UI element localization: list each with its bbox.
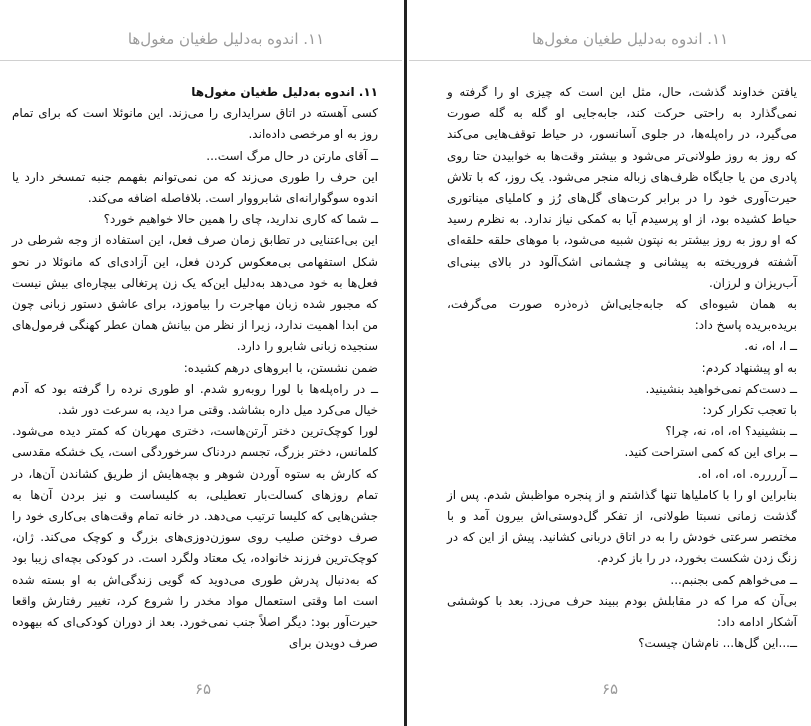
paragraph: ــ برای این که کمی استراحت کنید. bbox=[624, 445, 797, 460]
header-rule bbox=[409, 60, 811, 61]
page-body bbox=[447, 82, 797, 654]
paragraph: ــ دست‌کم نمی‌خواهید بنشینید. bbox=[645, 381, 797, 396]
paragraph: این بی‌اعتنایی در تطابق زمان صرف فعل، این استفاده از وجه شرطی در شکل استفهامی بی‌معکوس کردن فعل، این آزادی‌ای که مانوئلا در نحو فعل‌ها به خود می‌دهد به‌دلیل این‌که یک زن پرتغالی بیچاره‌ای بیش نیست که مجبور شده زبان مهاجرت را بیاموزد، برای عاشق دستور زبانی چون من ابدا اهمیت ندارد، زیرا از نظر من بیانش همان عطر کهنگی فرمول‌های سنجیده زبانی شابرو را دارد. bbox=[12, 233, 378, 354]
paragraph: یافتن خداوند گذشت، حال، مثل این است که چیزی او را گرفته و نمی‌گذارد به راحتی حرکت کند، جابه‌جایی او گله به گله صورت می‌گیرد، در راه‌پله‌ها، در جلوی آسانسور، در حیاط توقف‌هایی می‌کند که روز به روز طولانی‌تر می‌شود و بیشتر وقت‌ها به خوابیدن حتا روی پادری من یا جایگاه ظرف‌های زباله منجر می‌شود. یک روز، که با تلاش حیرت‌آوری خود را در برابر کرت‌های گل‌های رُز و کاملیای میناتوری حیاط کشیده بود، از او پرسیدم آیا به کمکی نیاز ندارد. به نظرم رسید که او روز به روز بیشتر به نپتون شبیه می‌شود، با موهای حلقه حلقه‌ای آشفته فروریخته به پیشانی و چشمانی اشک‌آلود در بالای بینی‌ای آب‌ریزان و لرزان. bbox=[447, 85, 797, 290]
paragraph: کسی آهسته در اتاق سرایداری را می‌زند. این مانوئلا است که برای تمام روز به او مرخصی داده‌اند. bbox=[12, 106, 378, 142]
paragraph: با تعجب تکرار کرد: bbox=[702, 403, 797, 418]
running-head: ۱۱. اندوه به‌دلیل طغیان مغول‌ها bbox=[531, 30, 729, 48]
right-page bbox=[409, 0, 811, 726]
paragraph: ــ شما که کاری ندارید، چای را همین حالا خواهیم خورد؟ bbox=[103, 212, 378, 227]
paragraph: به همان شیوه‌ای که جابه‌جایی‌اش ذره‌ذره صورت می‌گرفت، بریده‌بریده پاسخ داد: bbox=[447, 297, 797, 333]
page-body bbox=[12, 82, 378, 654]
chapter-heading: ۱۱. اندوه به‌دلیل طغیان مغول‌ها bbox=[191, 85, 378, 99]
paragraph: ــ...این گل‌ها... نام‌شان چیست؟ bbox=[638, 636, 797, 651]
paragraph: به او پیشنهاد کردم: bbox=[701, 360, 797, 375]
paragraph: بی‌آن که مرا که در مقابلش بودم ببیند حرف می‌زد. بعد با کوششی آشکار ادامه داد: bbox=[447, 593, 797, 630]
paragraph: ــ آرررره. اه، اه، اه. bbox=[697, 466, 797, 481]
page-divider bbox=[404, 0, 407, 726]
left-page bbox=[0, 0, 402, 726]
paragraph: لورا کوچک‌ترین دختر آرتن‌هاست، دختری مهربان که کمتر دیده می‌شود. کلمانس، دختر بزرگ، تجسم دردناک سرخوردگی است، یک خشکه مقدسی که کارش به ستوه آوردن شوهر و بچه‌هایش از طریق کشاندن آن‌ها، در تمام روزهای کسالت‌بار تعطیلی، به کلیساست و نیز بردن آن‌ها به جشن‌هایی که کلیسا ترتیب می‌دهد. در خانه تمام وقت‌های بی‌کاری خود را صرف دوختن صلیب روی سوزن‌دوزی‌های بزرگ و کوچک می‌کند. ژان، کوچک‌ترین فرزند خانواده، یک معتاد ولگرد است. در کودکی بچه‌ای زیبا بود که به‌دنبال پدرش طوری می‌دوید که گویی زندگی‌اش به او بسته شده است اما وقتی استعمال مواد مخدر را شروع کرد، تغییر رفتارش واقعا حیرت‌آور بود: دیگر اصلاً جنب نمی‌خورد. بعد از دوران کودکی‌ای که بیهوده صرف دویدن برای bbox=[12, 424, 378, 651]
paragraph: ــ ا، اه، نه. bbox=[744, 339, 797, 354]
paragraph: ــ آقای مارتن در حال مرگ است... bbox=[206, 148, 378, 163]
paragraph: ــ بنشینید؟ اه، اه، نه، چرا؟ bbox=[665, 424, 797, 439]
paragraph: بنابراین او را با کاملیاها تنها گذاشتم و از پنجره مواظبش شدم. پس از گذشت زمانی نسبتا طولانی، از تفکر گل‌دوستی‌اش بیرون آمد و با مختصر سرعتی خودش را به در اتاق دربانی کشانید. پیش از این که در زنگ زدن شکست بخورد، در را باز کردم. bbox=[447, 487, 797, 566]
paragraph: ــ می‌خواهم کمی بجنبم... bbox=[670, 572, 797, 587]
paragraph: ــ در راه‌پله‌ها با لورا روبه‌رو شدم. او طوری نرده را گرفته بود که آدم خیال می‌کرد میل داره بشاشد. وقتی مرا دید، به سرعت دور شد. bbox=[12, 381, 378, 418]
page-number: ۶۵ bbox=[194, 680, 212, 698]
paragraph: ضمن نشستن، با ابروهای درهم کشیده: bbox=[183, 360, 378, 375]
running-head: ۱۱. اندوه به‌دلیل طغیان مغول‌ها bbox=[127, 30, 325, 48]
header-rule bbox=[0, 60, 402, 61]
paragraph: این حرف را طوری می‌زند که من نمی‌توانم بفهمم جنبه تمسخر دارد یا اندوه سوگوارانه‌ای شابرووار است. بلافاصله اضافه می‌کند. bbox=[12, 169, 378, 206]
page-number: ۶۵ bbox=[601, 680, 619, 698]
